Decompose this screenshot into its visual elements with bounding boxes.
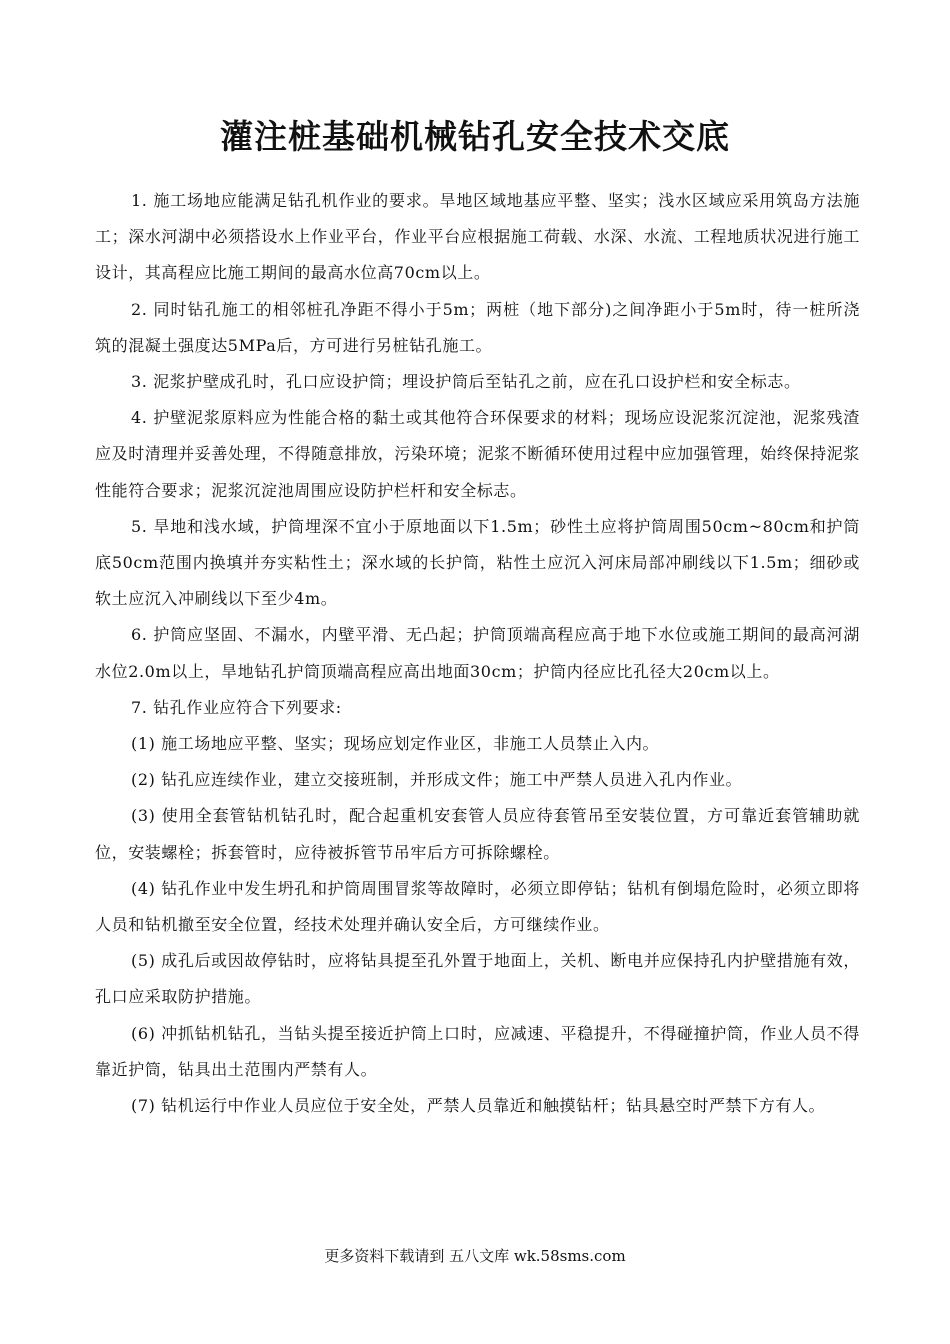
- paragraph-3: 3. 泥浆护壁成孔时，孔口应设护筒；埋设护筒后至钻孔之前，应在孔口设护栏和安全标志。: [131, 372, 801, 392]
- document-title: 灌注桩基础机械钻孔安全技术交底: [220, 117, 730, 156]
- paragraph-4: 4. 护壁泥浆原料应为性能合格的黏土或其他符合环保要求的材料；现场应设泥浆沉淀池，泥浆残渣应及时清理并妥善处理，不得随意排放，污染环境；泥浆不断循环使用过程中应加强管理，始终保持泥浆性能符合要求；泥浆沉淀池周围应设防护栏杆和安全标志。: [95, 408, 860, 500]
- paragraph-5: 5. 旱地和浅水域，护筒埋深不宜小于原地面以下1.5m；砂性土应将护筒周围50cm~80cm和护筒底50cm范围内换填并夯实粘性土；深水域的长护筒，粘性土应沉入河床局部冲刷线以下1.5m；细砂或软土应沉入冲刷线以下至少4m。: [95, 516, 860, 609]
- sub-item-1: (1) 施工场地应平整、坚实；现场应划定作业区，非施工人员禁止入内。: [131, 734, 660, 754]
- paragraph-7: 7. 钻孔作业应符合下列要求:: [131, 697, 342, 717]
- document-body: [95, 183, 860, 1124]
- sub-item-6: (6) 冲抓钻机钻孔，当钻头提至接近护筒上口时，应减速、平稳提升，不得碰撞护筒，作业人员不得靠近护筒，钻具出土范围内严禁有人。: [95, 1023, 860, 1079]
- footer-watermark-text: 更多资料下载请到 五八文库 wk.58sms.com: [324, 1247, 626, 1265]
- sub-item-7: (7) 钻机运行中作业人员应位于安全处，严禁人员靠近和触摸钻杆；钻具悬空时严禁下方有人。: [131, 1096, 826, 1116]
- paragraph-6: 6. 护筒应坚固、不漏水，内壁平滑、无凸起；护筒顶端高程应高于地下水位或施工期间的最高河湖水位2.0m以上，旱地钻孔护筒顶端高程应高出地面30cm；护筒内径应比孔径大20cm以上。: [95, 625, 860, 681]
- paragraph-1: 1. 施工场地应能满足钻孔机作业的要求。旱地区域地基应平整、坚实；浅水区域应采用筑岛方法施工；深水河湖中必须搭设水上作业平台，作业平台应根据施工荷载、水深、水流、工程地质状况进行施工设计，其高程应比施工期间的最高水位高70cm以上。: [95, 191, 860, 283]
- sub-item-5: (5) 成孔后或因故停钻时，应将钻具提至孔外置于地面上，关机、断电并应保持孔内护壁措施有效，孔口应采取防护措施。: [95, 951, 860, 1007]
- sub-item-2: (2) 钻孔应连续作业，建立交接班制，并形成文件；施工中严禁人员进入孔内作业。: [131, 770, 743, 790]
- sub-item-4: (4) 钻孔作业中发生坍孔和护筒周围冒浆等故障时，必须立即停钻；钻机有倒塌危险时，必须立即将人员和钻机撤至安全位置，经技术处理并确认安全后，方可继续作业。: [95, 878, 860, 935]
- sub-item-3: (3) 使用全套管钻机钻孔时，配合起重机安套管人员应待套管吊至安装位置，方可靠近套管辅助就位，安装螺栓；拆套管时，应待被拆管节吊牢后方可拆除螺栓。: [95, 806, 860, 862]
- paragraph-2: 2. 同时钻孔施工的相邻桩孔净距不得小于5m；两桩（地下部分)之间净距小于5m时，待一桩所浇筑的混凝土强度达5MPa后，方可进行另桩钻孔施工。: [95, 299, 860, 355]
